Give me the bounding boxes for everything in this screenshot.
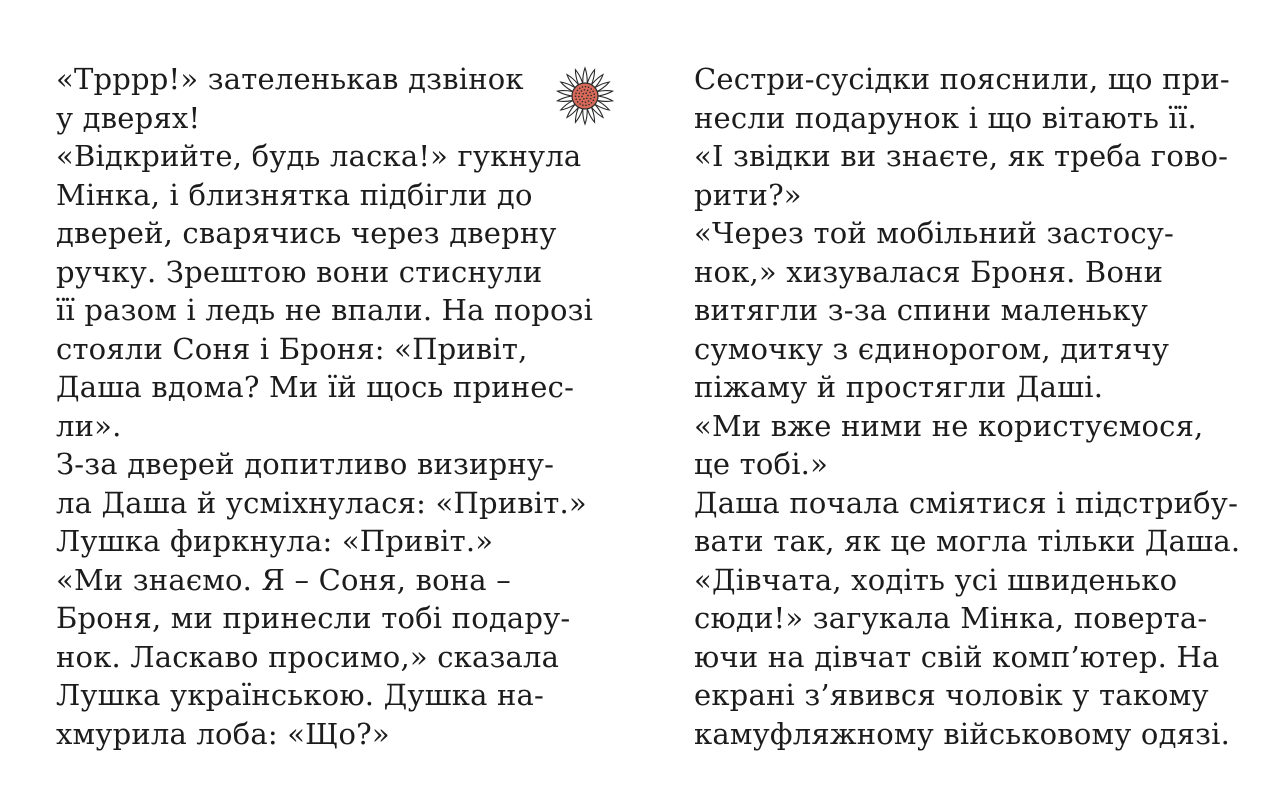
sunflower-seed	[589, 92, 591, 94]
text-line: Броня, ми принесли тобі подару-	[56, 601, 571, 635]
sunflower-seed	[587, 90, 589, 92]
sunflower-seed	[579, 93, 581, 95]
sunflower-seed	[582, 93, 584, 95]
sunflower-seed	[588, 100, 590, 102]
text-line: стояли Соня і Броня: «Привіт,	[56, 331, 528, 366]
text-line: сюди!» загукала Мінка, поверта-	[694, 601, 1208, 635]
text-line: З-за дверей допитливо визирну-	[56, 447, 555, 481]
sunflower-seed	[593, 93, 595, 95]
text-line: її разом і ледь не впали. На порозі	[56, 293, 594, 327]
text-line: ла Даша й усміхнулася: «Привіт.»	[56, 485, 587, 520]
text-line: «Трррр!» зателенькав дзвінок	[56, 62, 524, 96]
sunflower-seed	[575, 92, 577, 94]
text-line: Сестри-сусідки пояснили, що при-	[694, 62, 1230, 96]
sunflower-seed	[588, 104, 590, 106]
sunflower-seed	[575, 95, 577, 97]
text-line: ючи на дівчат свій комп’ютер. На	[694, 639, 1220, 674]
text-line: «Ми знаємо. Я – Соня, вона –	[56, 562, 511, 597]
text-line: дверей, сварячись через дверну	[56, 216, 557, 250]
text-line: «Дівчата, ходіть усі швиденько	[694, 562, 1178, 597]
text-line: «Відкрийте, будь ласка!» гукнула	[56, 139, 582, 173]
text-line: Даша вдома? Ми їй щось принес-	[56, 370, 575, 404]
sunflower-seed	[590, 95, 592, 97]
text-line: несли подарунок і що вітають її.	[694, 100, 1197, 135]
text-line: рити?»	[694, 177, 802, 212]
sunflower-seed	[591, 102, 593, 104]
sunflower-seed	[587, 95, 589, 97]
sunflower-seed	[593, 99, 595, 101]
text-line: ли».	[56, 408, 122, 443]
sunflower-seed	[579, 87, 581, 89]
text-line: «Ми вже ними не користуємося,	[694, 408, 1204, 443]
text-line: Даша почала сміятися і підстрибу-	[694, 485, 1239, 520]
text-line: «Через той мобільний застосу-	[694, 216, 1175, 250]
sunflower-seed	[582, 104, 584, 106]
text-line: витягли з-за спини маленьку	[694, 293, 1149, 327]
text-line: камуфляжному військовому одязі.	[694, 716, 1231, 751]
text-line: у дверях!	[56, 100, 201, 135]
sunflower-seed	[588, 87, 590, 89]
sunflower-seed	[585, 86, 587, 88]
text-line: це тобі.»	[694, 447, 829, 481]
text-line: сумочку з єдинорогом, дитячу	[694, 331, 1170, 366]
text-line: піжаму й простягли Даші.	[694, 370, 1104, 404]
text-line: нок. Ласкаво просимо,» сказала	[56, 639, 560, 674]
sunflower-seed	[582, 101, 584, 103]
text-line: Лушка фиркнула: «Привіт.»	[56, 524, 494, 558]
left-text-column	[56, 60, 616, 753]
text-line: Лушка українською. Душка на-	[56, 678, 545, 712]
text-line: хмурила лоба: «Що?»	[56, 716, 390, 751]
sunflower-seed	[594, 97, 596, 99]
sunflower-seed	[578, 96, 580, 98]
sunflower-seed	[577, 90, 579, 92]
sunflower-seed	[585, 92, 587, 94]
right-text-column	[694, 60, 1254, 753]
sunflower-seed	[592, 91, 594, 93]
sunflower-seed	[590, 98, 592, 100]
text-line: «І звідки ви знаєте, як треба гово-	[694, 139, 1229, 173]
text-line: вати так, як це могла тільки Даша.	[694, 524, 1241, 558]
sunflower-icon	[549, 64, 621, 128]
text-line: ручку. Зрештою вони стиснули	[56, 254, 543, 289]
sunflower-seed	[579, 103, 581, 105]
sunflower-seed	[581, 90, 583, 92]
sunflower-seed	[582, 86, 584, 88]
sunflower-seed	[581, 96, 583, 98]
sunflower-seed	[579, 99, 581, 101]
sunflower-seed	[585, 105, 587, 107]
sunflower-seed	[575, 98, 577, 100]
sunflower-seed	[585, 101, 587, 103]
sunflower-seed	[584, 89, 586, 91]
sunflower-seed	[583, 98, 585, 100]
text-line: нок,» хизувалася Броня. Вони	[694, 254, 1164, 289]
sunflower-seed	[577, 101, 579, 103]
text-line: екрані з’явився чоловік у такому	[694, 678, 1209, 712]
text-line: Мінка, і близнятка підбігли до	[56, 177, 533, 212]
sunflower-seed	[590, 88, 592, 90]
sunflower-seed	[586, 98, 588, 100]
